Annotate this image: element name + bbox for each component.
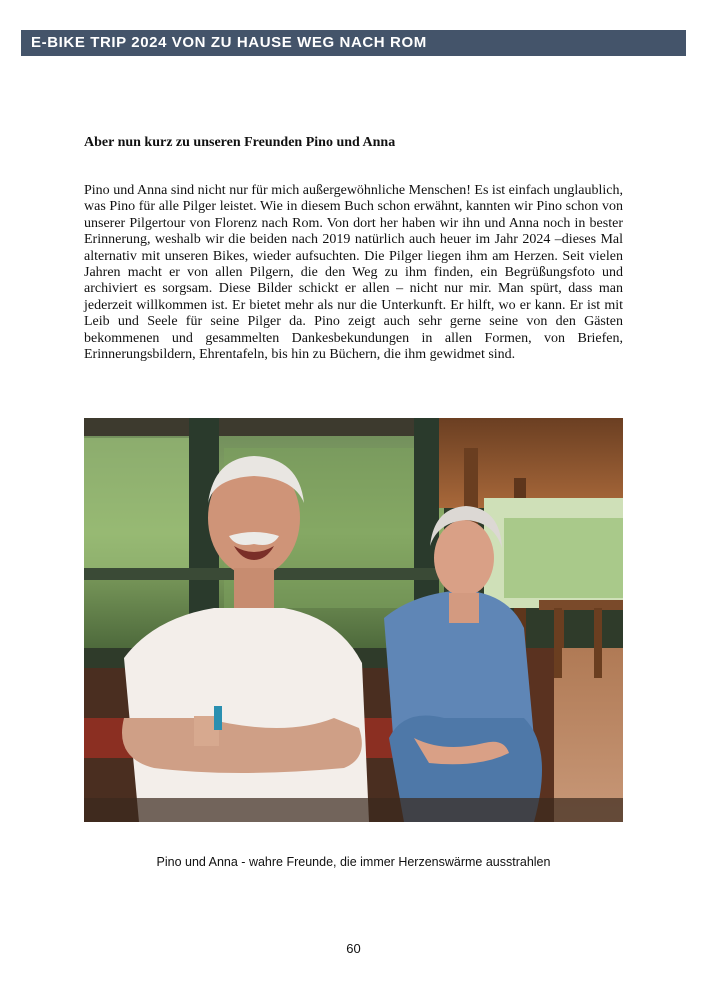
page-number: 60: [346, 941, 361, 956]
body-paragraph: Pino und Anna sind nicht nur für mich außergewöhnliche Menschen! Es ist einfach unglaublich, was Pino für alle Pilger leistet. Wie in diesem Buch schon erwähnt, kannten wir Pino schon von unserer Pilgertour von Florenz nach Rom. Von dort her haben wir ihn und Anna noch in bester Erinnerung, weshalb wir die beiden nach 2019 natürlich auch heuer im Jahr 2024 –dieses Mal alternativ mit unseren Bikes, wieder aufsuchten. Die Pilger liegen ihm am Herzen. Seit vielen Jahren macht er von allen Pilgern, die den Weg zu ihm finden, ein Begrüßungsfoto und archiviert es sorgsam. Diese Bilder schickt er allen – nicht nur mir. Man spürt, dass man jederzeit willkommen ist. Er bietet mehr als nur die Unterkunft. Er hilft, wo er kann. Er ist mit Leib und Seele für seine Pilger da. Pino zeigt auch sehr gerne seine von den Gästen bekommenen und gesammelten Dankesbekundungen in allen Formen, von Briefen, Erinnerungsbildern, Ehrentafeln, bis hin zu Büchern, die ihm gewidmet sind.: [84, 183, 623, 363]
running-header-title: E-BIKE TRIP 2024 VON ZU HAUSE WEG NACH ROM: [31, 34, 427, 51]
running-header: [21, 30, 686, 56]
photo-caption: Pino und Anna - wahre Freunde, die immer Herzenswärme ausstrahlen: [156, 855, 551, 869]
section-heading: Aber nun kurz zu unseren Freunden Pino und Anna: [84, 135, 396, 150]
photo-pino-and-anna: [84, 418, 623, 822]
